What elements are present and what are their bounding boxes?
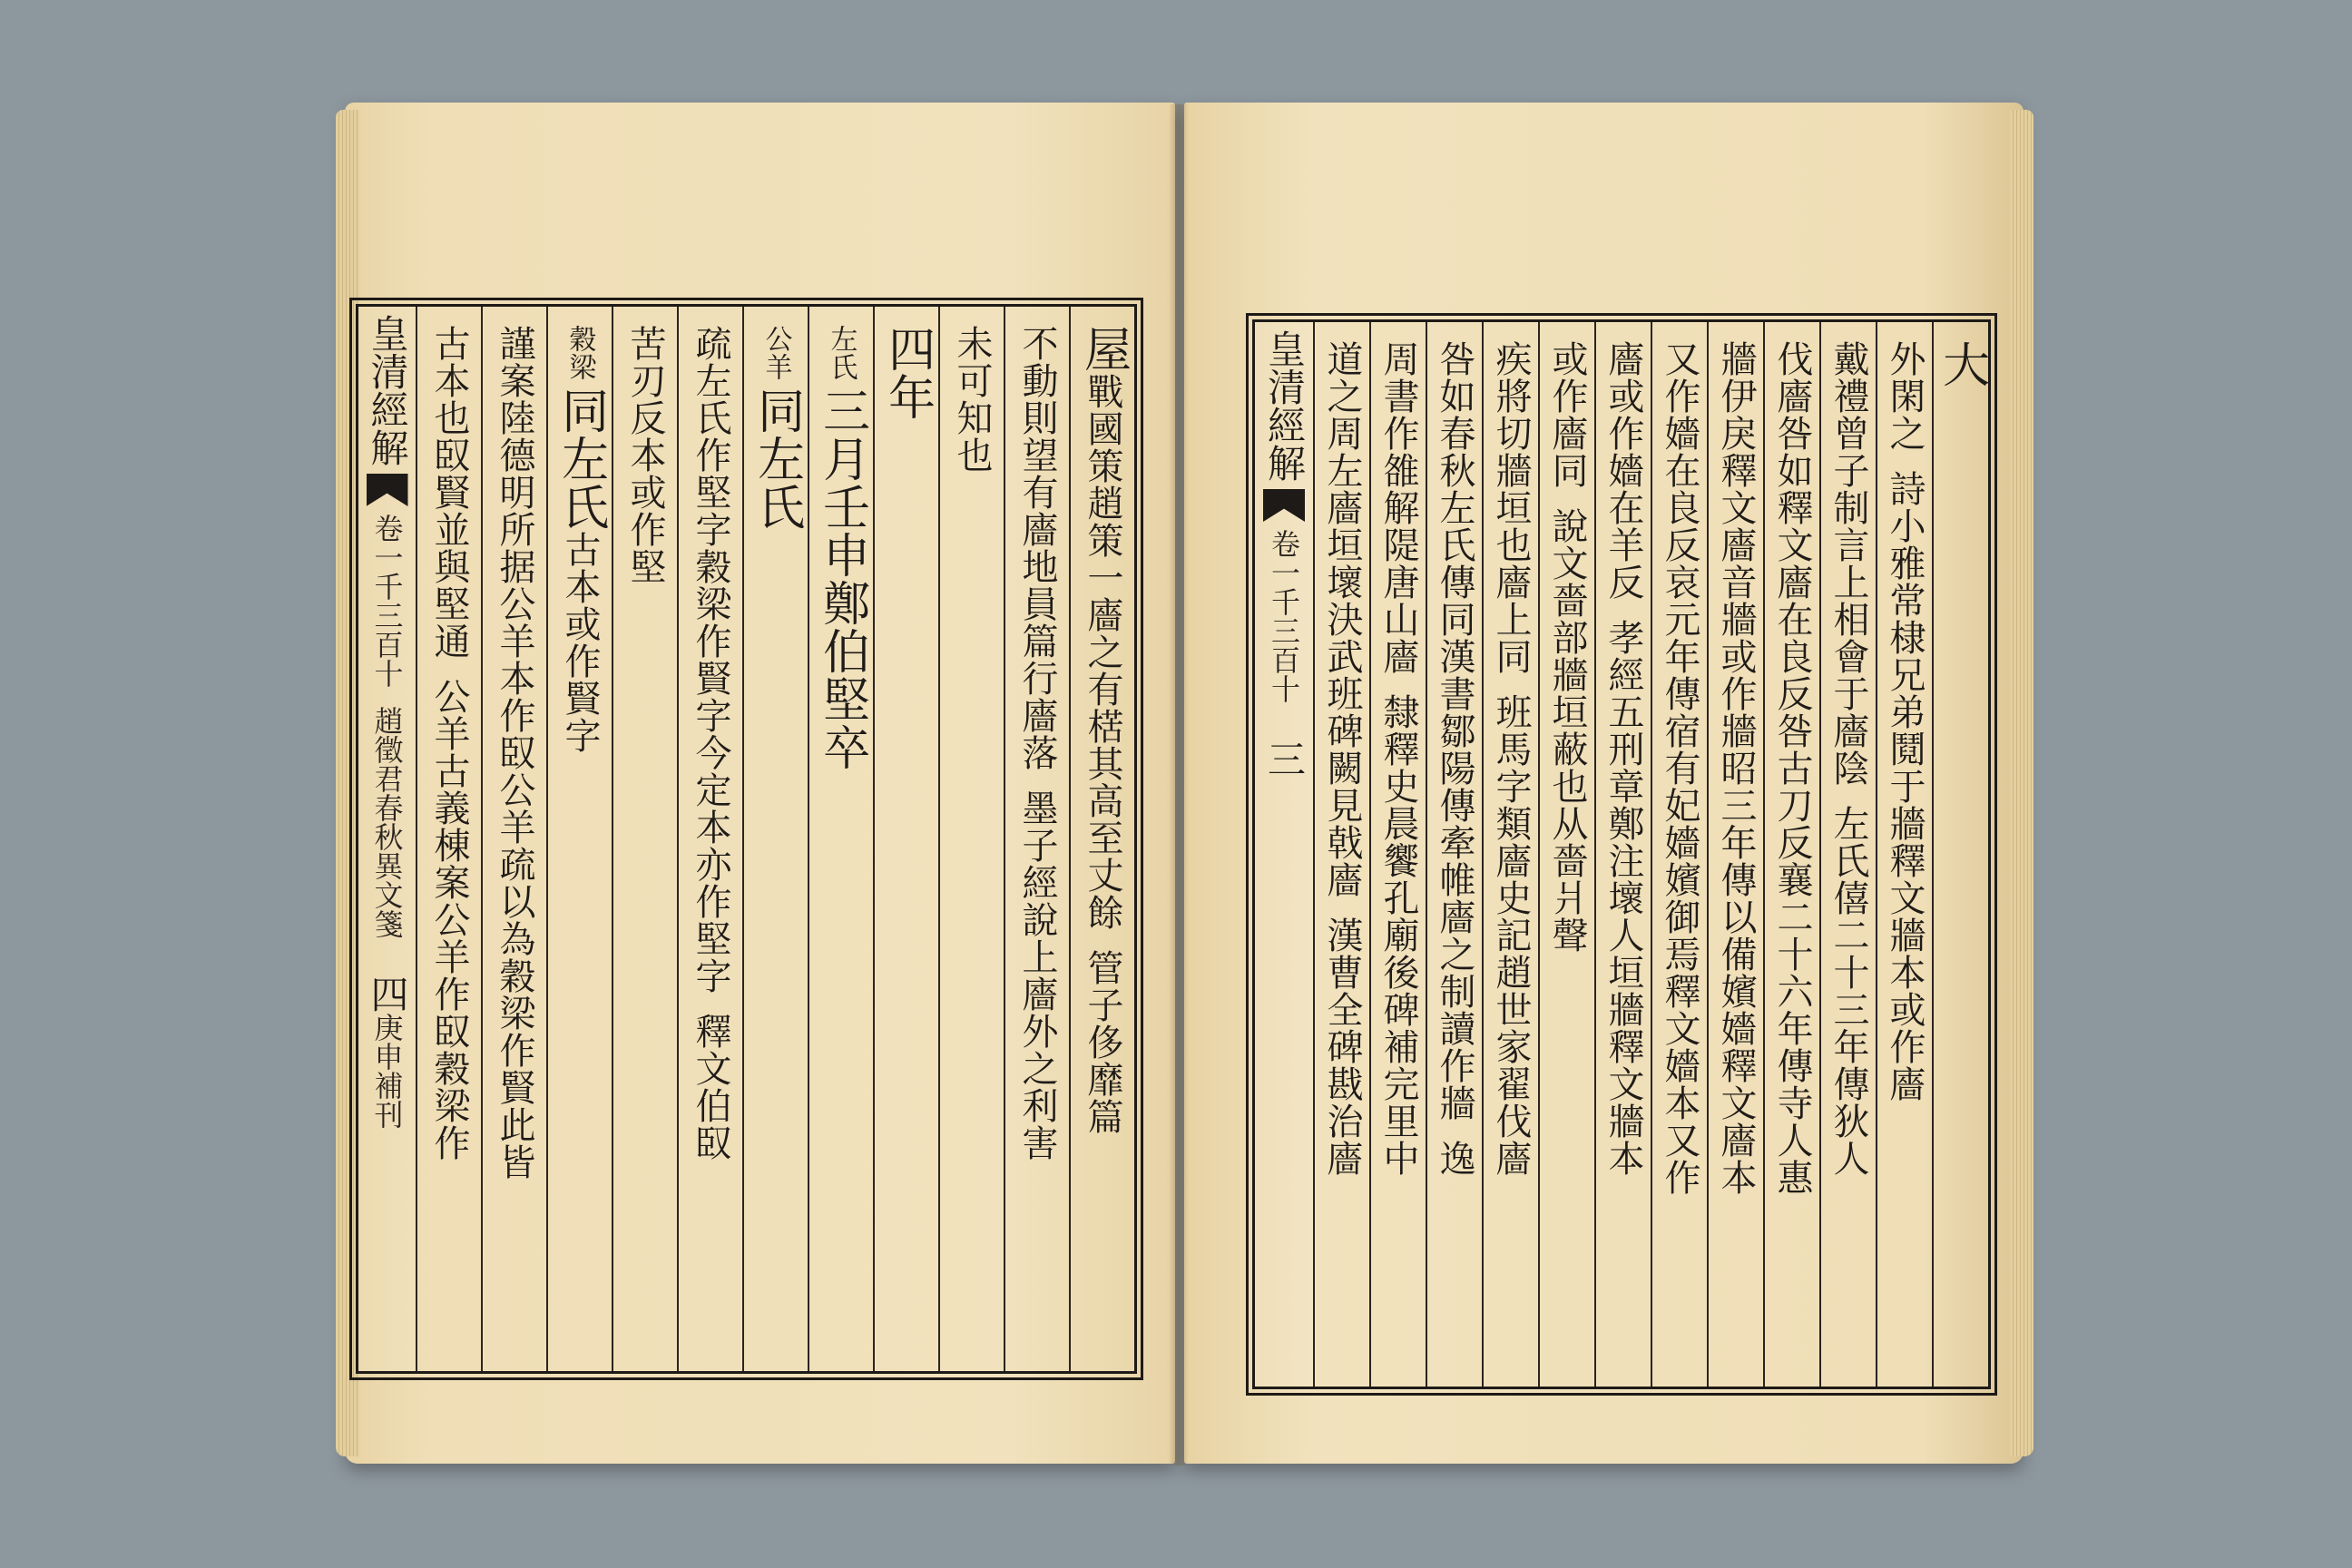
column-label: 穀梁 — [564, 325, 596, 381]
margin-volume: 卷一千三百十 — [369, 514, 405, 688]
annotation-text-secondary: 孝經五刑章鄭注壞人垣牆釋文牆本 — [1602, 619, 1644, 1177]
annotation-text-secondary: 公羊古義棟案公羊作臤穀梁作 — [428, 678, 470, 1161]
annotation-text: 戴禮曾子制言上相會于廧陰 — [1828, 340, 1869, 787]
annotation-text-secondary: 漢曹全碑戡治廧 — [1321, 916, 1363, 1177]
annotation-text: 疏左氏作堅字穀梁作賢字今定本亦作堅字 — [690, 325, 731, 995]
annotation-text-secondary: 逸 — [1434, 1140, 1475, 1177]
text-column — [546, 307, 612, 1371]
annotation-text: 咎如春秋左氏傳同漢書鄒陽傳牽帷廧之制讀作牆 — [1434, 340, 1475, 1122]
main-text: 四年 — [879, 325, 935, 421]
annotation-text-secondary: 隸釋史晨饗孔廟後碑補完里中 — [1377, 693, 1419, 1177]
text-column — [1004, 307, 1069, 1371]
text-column — [1538, 322, 1594, 1387]
annotation-text-secondary: 詩小雅常棣兄弟鬩于牆釋文牆本或作廧 — [1884, 470, 1926, 1102]
right-page-text-frame — [1252, 319, 1991, 1389]
annotation-text: 古本或作賢字 — [559, 531, 601, 754]
text-column — [1594, 322, 1651, 1387]
main-text: 三月壬申鄭伯堅卒 — [814, 387, 869, 771]
annotation-text: 疾將切牆垣也廧上同 — [1490, 340, 1532, 675]
main-text: 同左氏 — [749, 387, 804, 531]
text-column — [416, 307, 481, 1371]
margin-leaf-number: 三 — [1262, 740, 1307, 778]
column-label: 左氏 — [825, 325, 858, 381]
annotation-text: 苦刃反本或作堅 — [624, 325, 666, 585]
right-page-edges — [2010, 110, 2034, 1456]
text-column — [1369, 322, 1426, 1387]
margin-work-title: 趙徵君春秋異文箋 — [369, 706, 405, 938]
book-gutter — [1169, 104, 1189, 1465]
annotation-text: 古本也臤賢並與堅通 — [428, 325, 470, 660]
text-column — [938, 307, 1004, 1371]
annotation-text: 或作廧同 — [1546, 340, 1588, 489]
margin-title: 皇清經解 — [1262, 329, 1307, 482]
annotation-text-secondary: 墨子經說上廧外之利害 — [1016, 789, 1058, 1161]
text-column — [1426, 322, 1482, 1387]
text-column — [1069, 307, 1134, 1371]
annotation-text-secondary: 左氏僖二十三年傳狄人 — [1828, 805, 1869, 1177]
annotation-text: 不動則望有廧地員篇行廧落 — [1016, 325, 1058, 771]
annotation-text-secondary: 釋文伯臤 — [690, 1013, 731, 1161]
main-text: 同左氏 — [553, 387, 608, 531]
text-column — [1651, 322, 1707, 1387]
text-column — [1707, 322, 1763, 1387]
fishtail-mark — [1263, 489, 1305, 522]
annotation-text: 廧或作嬙在羊反 — [1602, 340, 1644, 601]
text-column — [1876, 322, 1932, 1387]
left-page-text-frame — [356, 304, 1137, 1374]
margin-edition: 庚申補刊 — [369, 1013, 405, 1129]
fishtail-mark — [367, 474, 408, 506]
text-column — [742, 307, 808, 1371]
text-column — [808, 307, 873, 1371]
annotation-text: 周書作雒解隄唐山廧 — [1377, 340, 1419, 675]
annotation-text: 未可知也 — [951, 325, 993, 474]
text-column — [612, 307, 677, 1371]
annotation-text: 伐廧咎如釋文廧在良反咎古刀反襄二十六年傳寺人惠 — [1771, 340, 1813, 1196]
annotation-text-secondary: 班馬字類廧史記趙世家翟伐廧 — [1490, 693, 1532, 1177]
main-text: 大 — [1934, 340, 1989, 388]
text-column — [873, 307, 938, 1371]
column-label: 公羊 — [760, 325, 792, 381]
annotation-text: 外閑之 — [1884, 340, 1926, 452]
margin-volume: 卷一千三百十 — [1267, 529, 1301, 703]
annotation-text: 道之周左廧垣壞決武班碑闕見戟廧 — [1321, 340, 1363, 898]
text-column — [481, 307, 546, 1371]
margin-title: 皇清經解 — [365, 314, 410, 466]
open-book — [336, 95, 2033, 1475]
margin-leaf-number: 四 — [365, 975, 410, 1013]
text-column — [1482, 322, 1538, 1387]
main-text: 屋 — [1075, 325, 1131, 373]
text-column — [1932, 322, 1988, 1387]
annotation-text-secondary: 說文嗇部牆垣蔽也从嗇爿聲 — [1546, 507, 1588, 954]
annotation-text: 又作嬙在良反哀元年傳宿有妃嬙嬪御焉釋文嬙本又作 — [1659, 340, 1700, 1196]
page-margin-column — [358, 307, 416, 1371]
text-column — [1313, 322, 1369, 1387]
page-margin-column — [1255, 322, 1313, 1387]
annotation-text-secondary: 管子侈靡篇 — [1082, 949, 1123, 1135]
annotation-text: 戰國策趙策一廧之有楛其高至丈餘 — [1082, 373, 1123, 931]
text-column — [1819, 322, 1876, 1387]
text-column — [677, 307, 742, 1371]
annotation-text: 牆伊戾釋文廧音牆或作牆昭三年傳以備嬪嬙釋文廧本 — [1715, 340, 1757, 1196]
text-column — [1763, 322, 1819, 1387]
annotation-text: 謹案陸德明所据公羊本作臤公羊疏以為穀梁作賢此皆 — [494, 325, 535, 1181]
